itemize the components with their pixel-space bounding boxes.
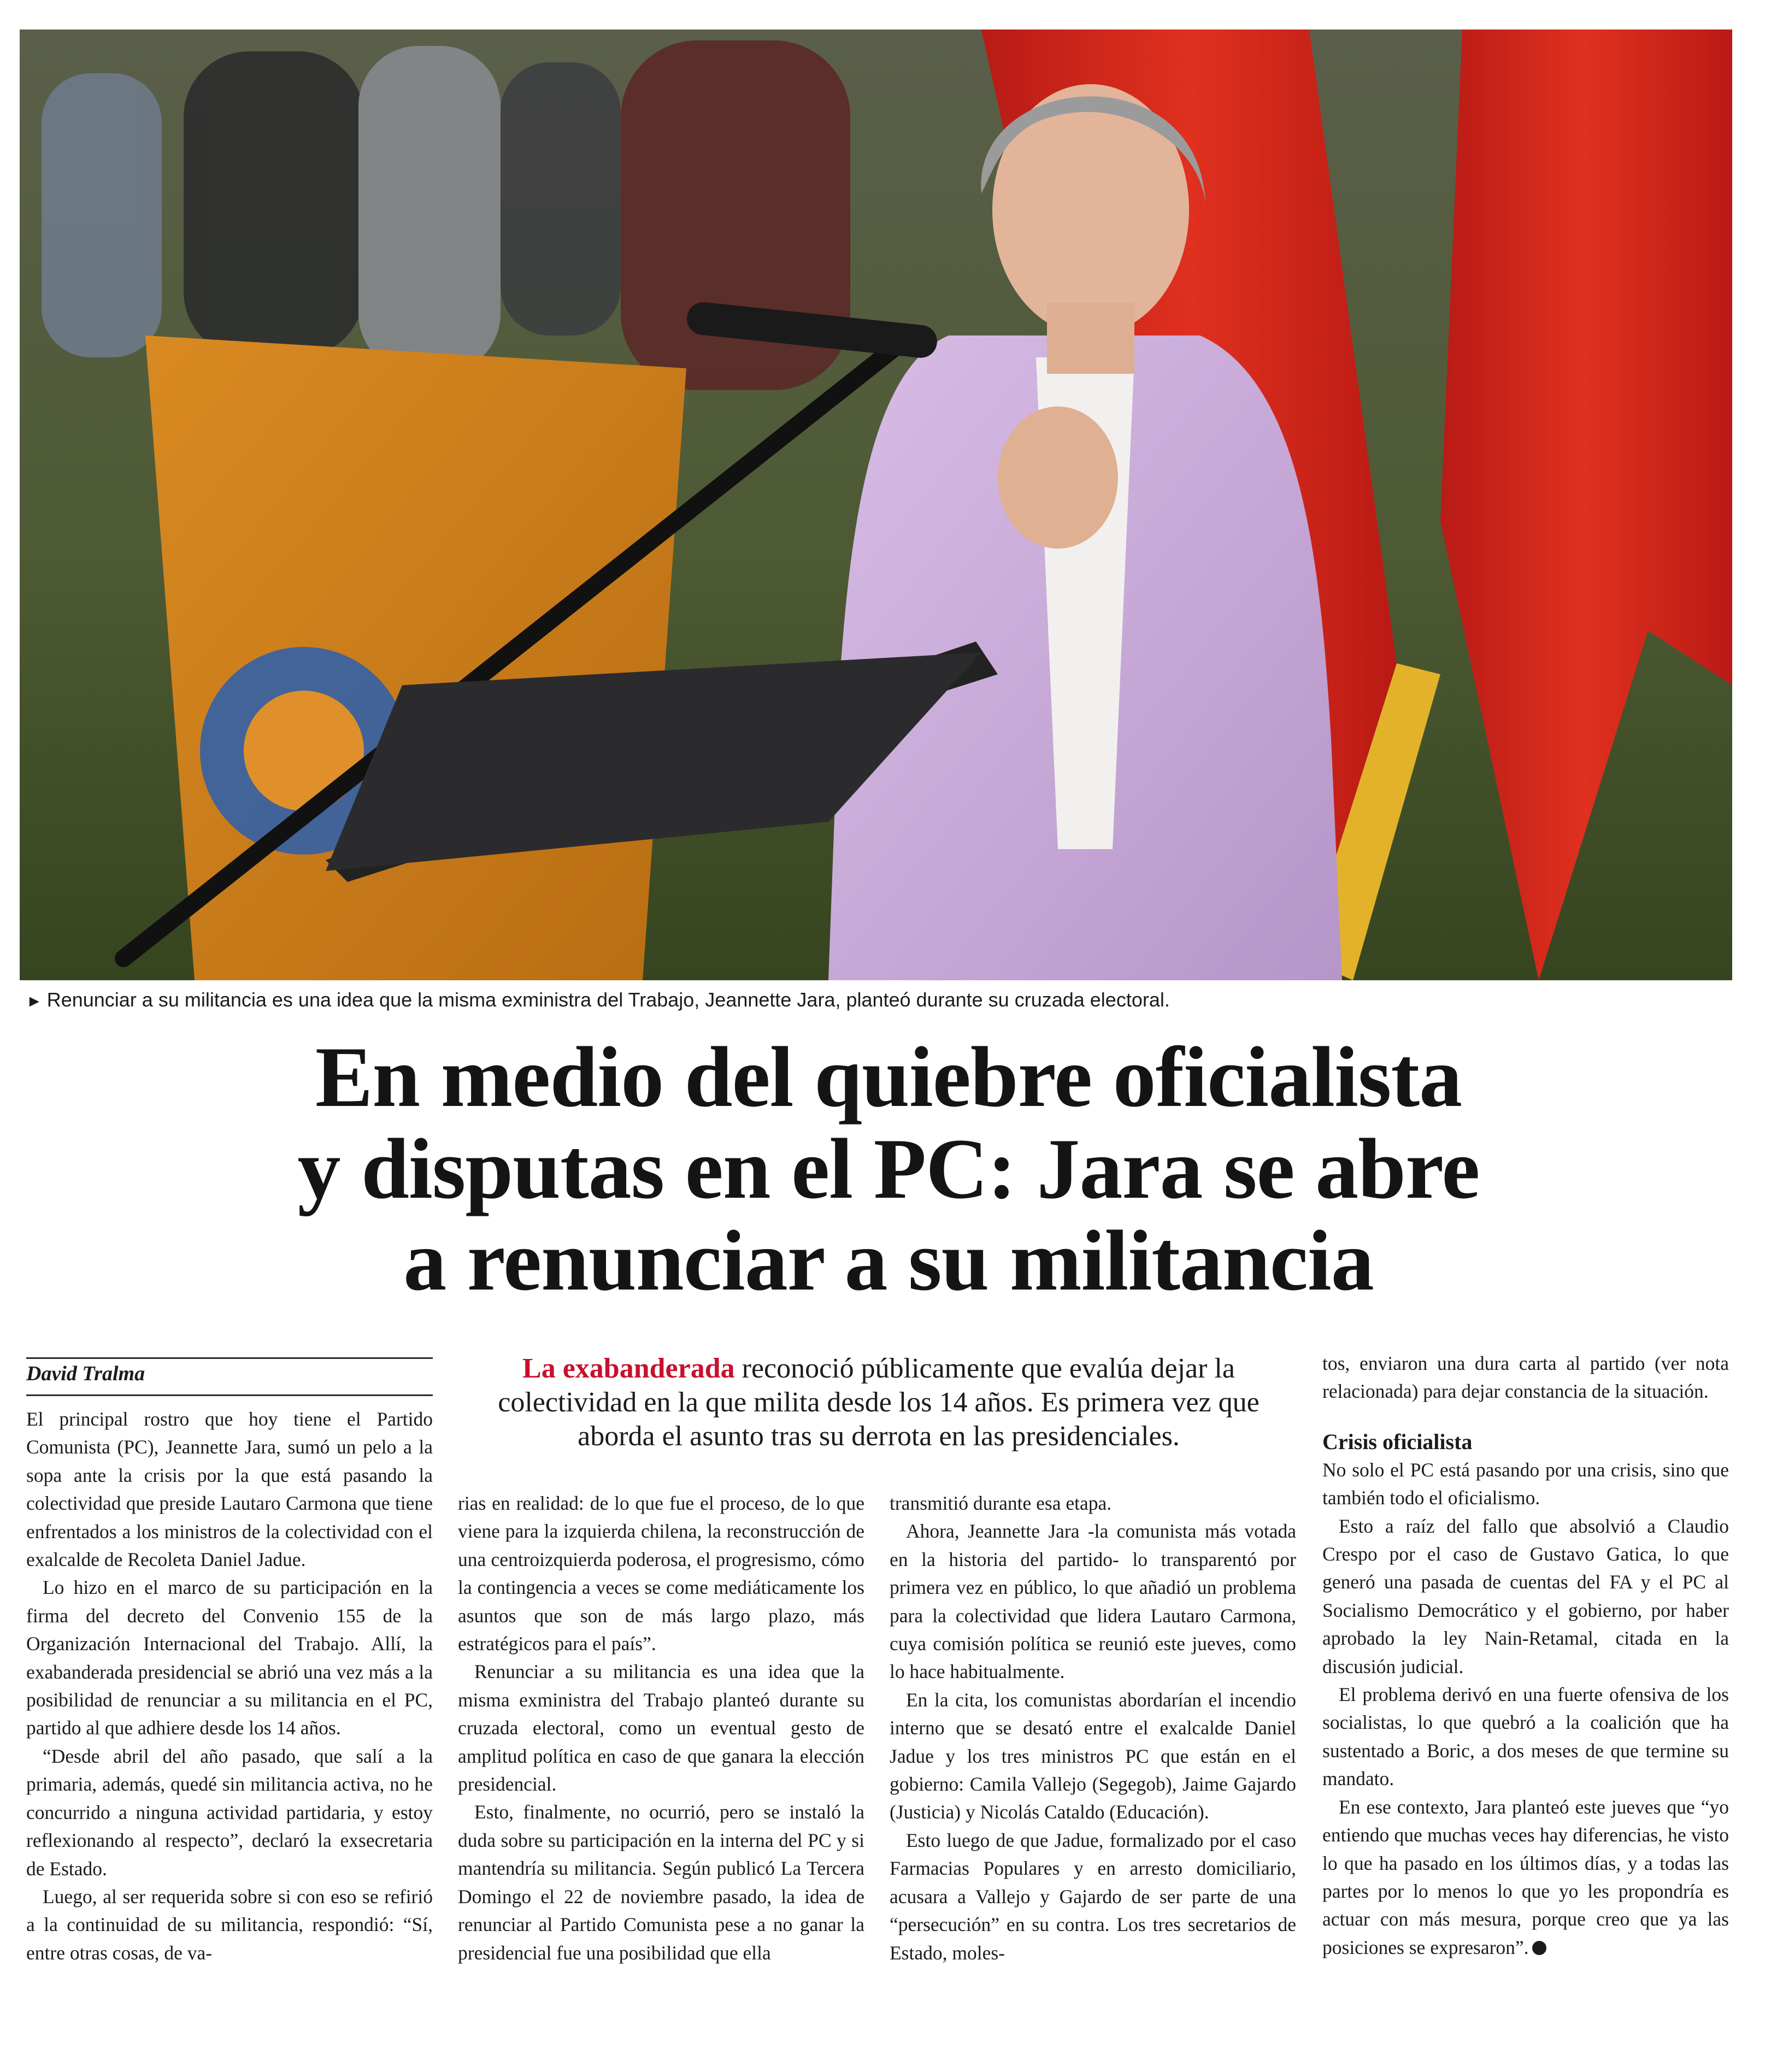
caption-text: Renunciar a su militancia es una idea que la misma exministra del Trabajo, Jeannette Jara, planteó durante su cruzada electoral.	[46, 988, 1170, 1011]
end-of-article-icon	[1532, 1941, 1546, 1955]
column-2	[458, 1490, 864, 1967]
headline-line-1: En medio del quiebre oficialista	[315, 1029, 1462, 1125]
paragraph: Luego, al ser requerida sobre si con eso se refirió a la continuidad de su militancia, respondió: “Sí, entre otras cosas, de va-	[26, 1885, 433, 1964]
column-1	[26, 1405, 433, 1967]
paragraph: Renunciar a su militancia es una idea que la misma exministra del Trabajo planteó durante su cruzada electoral, como un eventual gesto de amplitud política en caso de que ganara la elección presidencial.	[458, 1661, 864, 1796]
paragraph: Ahora, Jeannette Jara -la comunista más votada en la historia del partido- lo transparentó por primera vez en público, lo que añadió un problema para la colectividad que lidera Lautaro Carmona, cuya comisión política se reunió este jueves, como lo hace habitualmente.	[890, 1520, 1296, 1683]
paragraph	[1322, 1793, 1729, 1962]
paragraph: Esto a raíz del fallo que absolvió a Claudio Crespo por el caso de Gustavo Gatica, lo que generó una pasada de cuentas del FA y el PC al Socialismo Democrático y el gobierno, por haber aprobado la ley Nain-Retamal, citada en la discusión judicial.	[1322, 1515, 1729, 1677]
paragraph: En la cita, los comunistas abordarían el incendio interno que se desató entre el exalcalde Daniel Jadue y los tres ministros PC que están en el gobierno: Camila Vallejo (Segegob), Jaime Gajardo (Justicia) y Nicolás Cataldo (Educación).	[890, 1688, 1296, 1823]
headline	[109, 1029, 1668, 1309]
column-4	[1322, 1350, 1729, 1962]
photo-caption	[26, 988, 1720, 1014]
caption-marker-icon: ►	[26, 992, 43, 1010]
byline-rule-bottom	[26, 1394, 433, 1396]
paragraph: Esto, finalmente, no ocurrió, pero se instaló la duda sobre su participación en la interna del PC y si mantendría su militancia. Según publicó La Tercera Domingo el 22 de noviembre pasado, la idea de renunciar al Partido Comunista pese a no ganar la presidencial fue una posibilidad que ella	[458, 1801, 864, 1964]
paragraph: transmitió durante esa etapa.	[890, 1492, 1112, 1514]
headline-line-2: y disputas en el PC: Jara se abre	[297, 1121, 1480, 1217]
paragraph: Lo hizo en el marco de su participación en la firma del decreto del Convenio 155 de la Organización Internacional del Trabajo. Allí, la exabanderada presidencial se abrió una vez más a la posibilidad de renunciar a su militancia en el PC, partido al que adhiere desde los 14 años.	[26, 1576, 433, 1739]
deck-lead: La exabanderada	[522, 1353, 735, 1384]
photo-illustration	[20, 30, 1732, 980]
paragraph: rias en realidad: de lo que fue el proceso, de lo que viene para la izquierda chilena, la reconstrucción de una centroizquierda poderosa, el progresismo, cómo la contingencia a veces se come mediáticamente los asuntos que son de más largo plazo, más estratégicos para el país”.	[458, 1492, 864, 1655]
deck-text: reconoció públicamente que evalúa dejar la colectividad en la que milita desde los 14 años. Es primera vez que aborda el asunto tras su derrota en las presidenciales.	[498, 1353, 1260, 1452]
final-paragraph-text: En ese contexto, Jara planteó este jueves que “yo entiendo que muchas veces hay diferencias, he visto lo que ha pasado en los últimos días, y a todas las partes por lo menos lo que yo les propondría es actuar con más mesura, porque creo que ya las posiciones se expresaron”.	[1322, 1796, 1729, 1958]
paragraph: tos, enviaron una dura carta al partido (ver nota relacionada) para dejar constancia de la situación.	[1322, 1352, 1729, 1403]
deck	[458, 1352, 1299, 1453]
byline-rule-top	[26, 1357, 433, 1359]
paragraph: El principal rostro que hoy tiene el Partido Comunista (PC), Jeannette Jara, sumó un pelo a la sopa ante la crisis por la que está pasando la colectividad que preside Lautaro Carmona que tiene enfrentados a los ministros de la colectividad con el exalcalde de Recoleta Daniel Jadue.	[26, 1408, 433, 1571]
paragraph: El problema derivó en una fuerte ofensiva de los socialistas, lo que quebró a la coalición que ha sustentado a Boric, a dos meses de que termine su mandato.	[1322, 1684, 1729, 1790]
lead-photo	[20, 30, 1732, 980]
subheading: Crisis oficialista	[1322, 1429, 1473, 1454]
column-3	[890, 1490, 1296, 1967]
paragraph: No solo el PC está pasando por una crisis, sino que también todo el oficialismo.	[1322, 1458, 1729, 1509]
paragraph: Esto luego de que Jadue, formalizado por el caso Farmacias Populares y en arresto domiciliario, acusara a Vallejo y Gajardo de ser parte de una “persecución” en su contra. Los tres secretarios de Estado, moles-	[890, 1829, 1296, 1964]
paragraph: “Desde abril del año pasado, que salí a la primaria, además, quedé sin militancia activa, no he concurrido a ninguna actividad partidaria, y estoy reflexionando al respecto”, declaró la exsecretaria de Estado.	[26, 1745, 433, 1880]
byline: David Tralma	[26, 1362, 145, 1385]
headline-line-3: a renunciar a su militancia	[403, 1213, 1374, 1309]
